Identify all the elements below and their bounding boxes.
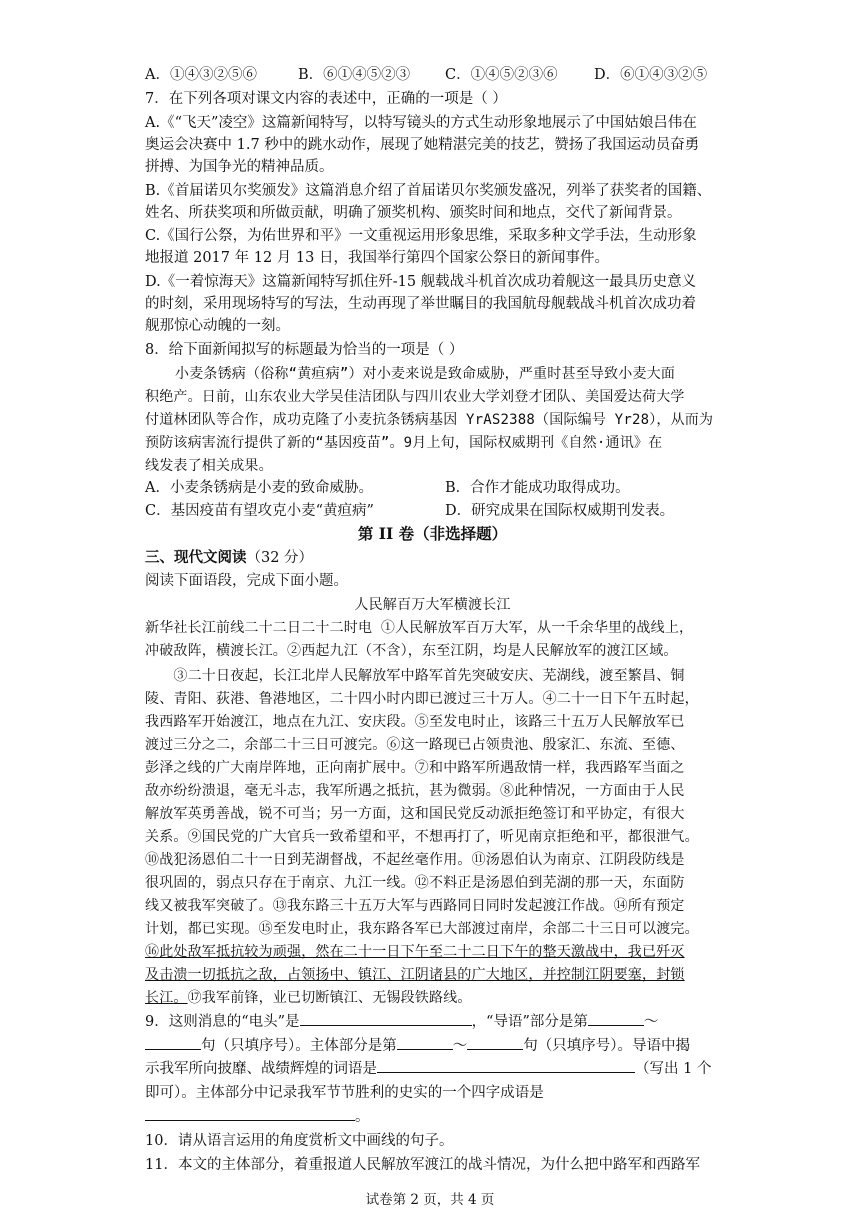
q6-option-b: B．⑥①④⑤②③ — [298, 67, 411, 83]
q11-stem: 11．本文的主体部分，着重报道人民解放军渡江的战斗情况，为什么把中路军和西路军 — [145, 1157, 700, 1173]
part2-title: 第 II 卷（非选择题） — [357, 524, 508, 543]
article-underlined-line: 及击溃一切抵抗之敌，占领扬中、镇江、江阴诸县的广大地区，并控制江阴要塞，封锁 — [145, 967, 685, 983]
q6-option-d: D．⑥①④③②⑤ — [594, 67, 708, 83]
q9-text: 9．这则消息的“电头”是 — [145, 1014, 300, 1030]
article-after-underline: ⑰我军前锋，业已切断镇江、无锡段铁路线。 — [187, 990, 472, 1006]
q9-text: 示我军所向披靡、战绩辉煌的词语是 — [145, 1061, 377, 1077]
article-line: ⑩战犯汤恩伯二十一日到芜湖督战，不起丝毫作用。⑪汤恩伯认为南京、江阴段防线是 — [145, 852, 685, 868]
q9-blank-body-start[interactable] — [397, 1035, 453, 1050]
q6-option-c: C．①④⑤②③⑥ — [445, 67, 558, 83]
article-underlined-line: ⑯此处敌军抵抗较为顽强，然在二十一日下午至二十二日下午的整天激战中，我已歼灭 — [145, 944, 685, 960]
q8-option-d: D．研究成果在国际权威期刊发表。 — [445, 503, 675, 519]
article-line: 渡过三分之二，余部二十三日可渡完。⑥这一路现已占领贵池、殷家汇、东流、至德、 — [145, 737, 685, 753]
q7-option-b-line: 姓名、所获奖项和所做贡献，明确了颁奖机构、颁奖时间和地点，交代了新闻背景。 — [145, 205, 682, 221]
q8-passage-line: 小麦条锈病（俗称“黄疸病”）对小麦来说是致命威胁，严重时甚至导致小麦大面 — [175, 366, 676, 382]
q7-option-c-line: 地报道 2017 年 12 月 13 日，我国举行第四个国家公祭日的新闻事件。 — [145, 250, 609, 266]
q6-option-a: A．①④③②⑤⑥ — [145, 67, 257, 83]
article-line: 计划，都已实现。⑮至发电时止，我东路各军已大部渡过南岸，余部二十三日可以渡完。 — [145, 921, 699, 937]
q9-blank-dianto[interactable] — [300, 1011, 472, 1026]
section3-heading-row — [145, 547, 720, 569]
q9-text: ，“导语”部分是第 — [471, 1014, 588, 1030]
q10-stem: 10．请从语言运用的角度赏析文中画线的句子。 — [145, 1133, 454, 1149]
q9-blank-lead-end[interactable] — [145, 1035, 201, 1050]
q8-option-a: A．小麦条锈病是小麦的致命威胁。 — [145, 480, 373, 496]
q9-text: 。 — [355, 1109, 370, 1125]
article-title: 人民解百万大军横渡长江 — [354, 597, 511, 613]
q9-blank-idiom[interactable] — [145, 1106, 355, 1121]
article-last-line — [145, 987, 720, 1009]
q9-text: ～ — [452, 1038, 468, 1054]
q7-option-c-line: C.《国行公祭，为佑世界和平》一文重视运用形象思维，采取多种文学手法，生动形象 — [145, 228, 697, 244]
q9-line-4: 即可）。主体部分中记录我军节节胜利的史实的一个四字成语是 — [145, 1085, 544, 1101]
q7-option-a-line: 奥运会决赛中 1.7 秒中的跳水动作，展现了她精湛完美的技艺，赞扬了我国运动员奋勇 — [145, 137, 700, 153]
article-line: 敌亦纷纷溃退，毫无斗志，我军所遇之抵抗，甚为微弱。⑧此种情况，一方面由于人民 — [145, 783, 685, 799]
q8-options-row — [145, 500, 720, 522]
q7-option-d-line: D.《一着惊海天》这篇新闻特写抓住歼-15 舰载战斗机首次成功着舰这一最具历史意义 — [145, 274, 697, 290]
page-footer: 试卷第 2 页，共 4 页 — [365, 1192, 495, 1208]
q7-option-a-line: 拼搏、为国争光的精神品质。 — [145, 159, 334, 175]
q9-blank-lead-start[interactable] — [588, 1011, 644, 1026]
q8-option-b: B．合作才能成功取得成功。 — [445, 480, 630, 496]
section3-heading: 三、现代文阅读 — [145, 549, 247, 566]
section3-instruction: 阅读下面语段，完成下面小题。 — [145, 573, 348, 589]
q6-options — [145, 64, 720, 86]
q8-passage-line: 线发表了相关成果。 — [145, 458, 273, 474]
article-line: 关系。⑨国民党的广大官兵一致希望和平，不想再打了，听见南京拒绝和平，都很泄气。 — [145, 829, 699, 845]
q8-passage-line: 积绝产。日前，山东农业大学吴佳洁团队与四川农业大学刘登才团队、美国爱达荷大学 — [145, 389, 685, 405]
article-line: 冲破敌阵，横渡长江。②西起九江（不含），东至江阴，均是人民解放军的渡江区域。 — [145, 643, 678, 659]
q9-text: 句（只填序号）。主体部分是第 — [201, 1038, 397, 1054]
q9-text: ～ — [643, 1014, 659, 1030]
section3-score: （32 分） — [246, 550, 314, 566]
article-line: 我西路军开始渡江，地点在九江、安庆段。⑤至发电时止，该路三十五万人民解放军已 — [145, 714, 685, 730]
q8-stem: 8．给下面新闻拟写的标题最为恰当的一项是（ ） — [145, 342, 464, 358]
article-line: 很巩固的，弱点只存在于南京、九江一线。⑫不料正是汤恩伯到芜湖的那一天，东面防 — [145, 875, 685, 891]
article-line: 解放军英勇善战，锐不可当；另一方面，这和国民党反动派拒绝签订和平协定，有很大 — [145, 806, 685, 822]
q9-blank-body-end[interactable] — [467, 1035, 523, 1050]
q8-passage-line: 预防该病害流行提供了新的“基因疫苗”。9月上旬，国际权威期刊《自然·通讯》在 — [145, 435, 663, 451]
q9-line-5 — [145, 1106, 720, 1128]
q7-option-d-line: 舰那惊心动魄的一刻。 — [145, 318, 290, 334]
article-line: 陵、青阳、荻港、鲁港地区，二十四小时内即已渡过三十万人。④二十一日下午五时起， — [145, 691, 699, 707]
q9-line-2 — [145, 1035, 720, 1057]
article-line: 线又被我军突破了。⑬我东路三十五万大军与西路同日同时发起渡江作战。⑭所有预定 — [145, 898, 685, 914]
q8-passage-line: 付道林团队等合作，成功克隆了小麦抗条锈病基因 YrAS2388（国际编号 Yr28），从而为 — [145, 412, 714, 428]
q7-option-d-line: 的时刻，采用现场特写的写法，生动再现了举世瞩目的我国航母舰载战斗机首次成功着 — [145, 296, 696, 312]
q7-stem: 7．在下列各项对课文内容的表述中，正确的一项是（ ） — [145, 91, 507, 107]
q8-options-row — [145, 477, 720, 499]
q8-option-c: C．基因疫苗有望攻克小麦“黄疸病” — [145, 503, 374, 519]
q9-line-3 — [145, 1058, 720, 1080]
article-underlined-end: 长江。 — [145, 990, 188, 1006]
q9-line-1 — [145, 1011, 720, 1033]
article-line: 彭泽之线的广大南岸阵地，正向南扩展中。⑦和中路军所遇敌情一样，我西路军当面之 — [145, 760, 685, 776]
q7-option-b-line: B.《首届诺贝尔奖颁发》这篇消息介绍了首届诺贝尔奖颁发盛况，列举了获奖者的国籍、 — [145, 183, 712, 199]
q7-option-a-line: A.《“飞天”凌空》这篇新闻特写，以特写镜头的方式生动形象地展示了中国姑娘吕伟在 — [145, 115, 697, 131]
q9-blank-word[interactable] — [377, 1058, 635, 1073]
article-line: ③二十日夜起，长江北岸人民解放军中路军首先突破安庆、芜湖线，渡至繁昌、铜 — [145, 668, 685, 684]
q9-text: （写出 1 个 — [635, 1061, 712, 1077]
q9-text: 句（只填序号）。导语中揭 — [523, 1038, 690, 1054]
article-line: 新华社长江前线二十二日二十二时电 ①人民解放军百万大军，从一千余华里的战线上， — [145, 620, 694, 636]
